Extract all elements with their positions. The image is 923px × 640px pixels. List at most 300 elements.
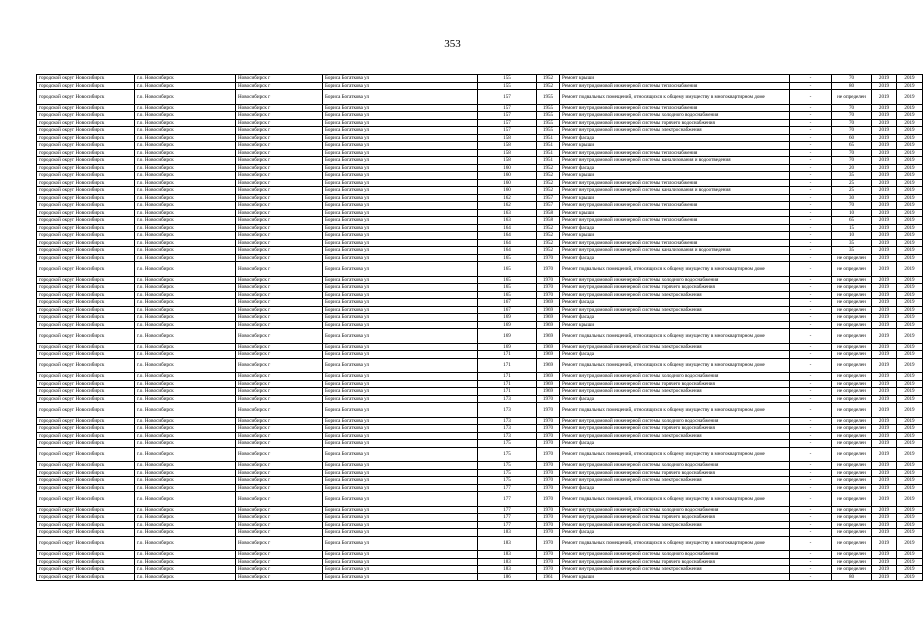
table-row: [37, 157, 923, 165]
work-type-cell: Ремонт фасада: [560, 484, 790, 492]
page-number: 353: [444, 38, 461, 50]
plan-year-start-cell: 2019: [872, 232, 897, 240]
city-cell: Новосибирск г: [236, 112, 323, 120]
municipality-cell: городской округ Новосибирск: [37, 172, 135, 180]
plan-year-end-cell: 2019: [897, 134, 923, 142]
plan-year-end-cell: 2019: [897, 262, 923, 277]
city-cell: Новосибирск г: [236, 179, 323, 187]
house-number-cell: 162: [478, 202, 537, 210]
plan-year-start-cell: 2019: [872, 90, 897, 105]
plan-year-end-cell: 2019: [897, 351, 923, 359]
plan-year-end-cell: 2019: [897, 75, 923, 83]
table-row: [37, 187, 923, 195]
work-type-cell: Ремонт подвальных помещений, относящихся к общему имуществу в многоквартирном доме: [560, 90, 790, 105]
build-year-cell: 1969: [537, 314, 560, 322]
value-cell: 35: [832, 239, 872, 247]
build-year-cell: 1970: [537, 262, 560, 277]
plan-year-start-cell: 2019: [872, 321, 897, 329]
house-number-cell: 171: [478, 373, 537, 381]
dash-cell: -: [790, 172, 832, 180]
city-cell: Новосибирск г: [236, 247, 323, 255]
value-cell: не определен: [832, 306, 872, 314]
city-cell: Новосибирск г: [236, 462, 323, 470]
work-type-cell: Ремонт внутридомовой инженерной системы холодного водоснабжения: [560, 373, 790, 381]
dash-cell: -: [790, 469, 832, 477]
plan-year-start-cell: 2019: [872, 75, 897, 83]
work-type-cell: Ремонт крыши: [560, 321, 790, 329]
build-year-cell: 1957: [537, 202, 560, 210]
street-cell: Бориса Богаткова ул: [323, 149, 478, 157]
municipality-cell: городской округ Новосибирск: [37, 417, 135, 425]
settlement-cell: г.о. Новосибирск: [135, 484, 236, 492]
build-year-cell: 1969: [537, 351, 560, 359]
city-cell: Новосибирск г: [236, 440, 323, 448]
street-cell: Бориса Богаткова ул: [323, 343, 478, 351]
dash-cell: -: [790, 314, 832, 322]
value-cell: не определен: [832, 417, 872, 425]
house-number-cell: 158: [478, 149, 537, 157]
dash-cell: -: [790, 566, 832, 574]
work-type-cell: Ремонт внутридомовой инженерной системы холодного водоснабжения: [560, 551, 790, 559]
table-row: [37, 291, 923, 299]
value-cell: 15: [832, 224, 872, 232]
city-cell: Новосибирск г: [236, 558, 323, 566]
work-type-cell: Ремонт внутридомовой инженерной системы электроснабжения: [560, 521, 790, 529]
house-number-cell: 173: [478, 403, 537, 418]
city-cell: Новосибирск г: [236, 529, 323, 537]
value-cell: 70: [832, 157, 872, 165]
municipality-cell: городской округ Новосибирск: [37, 529, 135, 537]
dash-cell: -: [790, 506, 832, 514]
plan-year-end-cell: 2019: [897, 284, 923, 292]
work-type-cell: Ремонт фасада: [560, 395, 790, 403]
dash-cell: -: [790, 239, 832, 247]
plan-year-end-cell: 2019: [897, 82, 923, 90]
settlement-cell: г.о. Новосибирск: [135, 536, 236, 551]
work-type-cell: Ремонт внутридомовой инженерной системы холодного водоснабжения: [560, 112, 790, 120]
city-cell: Новосибирск г: [236, 119, 323, 127]
plan-year-end-cell: 2019: [897, 217, 923, 225]
value-cell: 70: [832, 119, 872, 127]
build-year-cell: 1952: [537, 172, 560, 180]
table-row: [37, 529, 923, 537]
dash-cell: -: [790, 247, 832, 255]
house-number-cell: 171: [478, 358, 537, 373]
street-cell: Бориса Богаткова ул: [323, 82, 478, 90]
plan-year-start-cell: 2019: [872, 447, 897, 462]
plan-year-start-cell: 2019: [872, 82, 897, 90]
street-cell: Бориса Богаткова ул: [323, 417, 478, 425]
municipality-cell: городской округ Новосибирск: [37, 403, 135, 418]
value-cell: не определен: [832, 395, 872, 403]
street-cell: Бориса Богаткова ул: [323, 440, 478, 448]
value-cell: 25: [832, 179, 872, 187]
dash-cell: -: [790, 209, 832, 217]
table-row: [37, 506, 923, 514]
table-row: [37, 395, 923, 403]
table-row: [37, 217, 923, 225]
municipality-cell: городской округ Новосибирск: [37, 506, 135, 514]
municipality-cell: городской округ Новосибирск: [37, 142, 135, 150]
city-cell: Новосибирск г: [236, 291, 323, 299]
settlement-cell: г.о. Новосибирск: [135, 291, 236, 299]
house-number-cell: 169: [478, 329, 537, 344]
build-year-cell: 1970: [537, 425, 560, 433]
dash-cell: -: [790, 492, 832, 507]
plan-year-end-cell: 2019: [897, 506, 923, 514]
build-year-cell: 1969: [537, 329, 560, 344]
value-cell: не определен: [832, 477, 872, 485]
plan-year-end-cell: 2019: [897, 194, 923, 202]
street-cell: Бориса Богаткова ул: [323, 239, 478, 247]
work-type-cell: Ремонт внутридомовой инженерной системы холодного водоснабжения: [560, 506, 790, 514]
street-cell: Бориса Богаткова ул: [323, 506, 478, 514]
table-row: [37, 164, 923, 172]
plan-year-start-cell: 2019: [872, 254, 897, 262]
table-row: [37, 179, 923, 187]
work-type-cell: Ремонт фасада: [560, 224, 790, 232]
municipality-cell: городской округ Новосибирск: [37, 395, 135, 403]
municipality-cell: городской округ Новосибирск: [37, 536, 135, 551]
street-cell: Бориса Богаткова ул: [323, 469, 478, 477]
street-cell: Бориса Богаткова ул: [323, 536, 478, 551]
build-year-cell: 1970: [537, 440, 560, 448]
municipality-cell: городской округ Новосибирск: [37, 194, 135, 202]
settlement-cell: г.о. Новосибирск: [135, 112, 236, 120]
municipality-cell: городской округ Новосибирск: [37, 551, 135, 559]
city-cell: Новосибирск г: [236, 209, 323, 217]
dash-cell: -: [790, 514, 832, 522]
work-type-cell: Ремонт фасада: [560, 254, 790, 262]
table-row: [37, 514, 923, 522]
settlement-cell: г.о. Новосибирск: [135, 75, 236, 83]
value-cell: 30: [832, 194, 872, 202]
street-cell: Бориса Богаткова ул: [323, 477, 478, 485]
dash-cell: -: [790, 321, 832, 329]
city-cell: Новосибирск г: [236, 492, 323, 507]
plan-year-end-cell: 2019: [897, 149, 923, 157]
table-row: [37, 134, 923, 142]
city-cell: Новосибирск г: [236, 172, 323, 180]
city-cell: Новосибирск г: [236, 447, 323, 462]
settlement-cell: г.о. Новосибирск: [135, 172, 236, 180]
value-cell: не определен: [832, 425, 872, 433]
value-cell: 70: [832, 112, 872, 120]
build-year-cell: 1958: [537, 209, 560, 217]
house-number-cell: 157: [478, 119, 537, 127]
table-row: [37, 202, 923, 210]
work-type-cell: Ремонт внутридомовой инженерной системы теплоснабжения: [560, 149, 790, 157]
house-number-cell: 160: [478, 187, 537, 195]
work-type-cell: Ремонт внутридомовой инженерной системы электроснабжения: [560, 432, 790, 440]
table-row: [37, 447, 923, 462]
street-cell: Бориса Богаткова ул: [323, 558, 478, 566]
city-cell: Новосибирск г: [236, 187, 323, 195]
settlement-cell: г.о. Новосибирск: [135, 403, 236, 418]
settlement-cell: г.о. Новосибирск: [135, 321, 236, 329]
dash-cell: -: [790, 462, 832, 470]
settlement-cell: г.о. Новосибирск: [135, 217, 236, 225]
plan-year-end-cell: 2019: [897, 514, 923, 522]
plan-year-start-cell: 2019: [872, 142, 897, 150]
plan-year-end-cell: 2019: [897, 157, 923, 165]
build-year-cell: 1970: [537, 477, 560, 485]
table-row: [37, 247, 923, 255]
build-year-cell: 1952: [537, 75, 560, 83]
street-cell: Бориса Богаткова ул: [323, 573, 478, 581]
dash-cell: -: [790, 558, 832, 566]
build-year-cell: 1970: [537, 395, 560, 403]
house-number-cell: 160: [478, 179, 537, 187]
dash-cell: -: [790, 306, 832, 314]
street-cell: Бориса Богаткова ул: [323, 142, 478, 150]
work-type-cell: Ремонт внутридомовой инженерной системы канализования и водоотведения: [560, 187, 790, 195]
street-cell: Бориса Богаткова ул: [323, 388, 478, 396]
value-cell: не определен: [832, 492, 872, 507]
value-cell: не определен: [832, 373, 872, 381]
street-cell: Бориса Богаткова ул: [323, 551, 478, 559]
table-row: [37, 573, 923, 581]
house-number-cell: 155: [478, 82, 537, 90]
plan-year-end-cell: 2019: [897, 187, 923, 195]
table-row: [37, 343, 923, 351]
house-number-cell: 183: [478, 558, 537, 566]
value-cell: не определен: [832, 380, 872, 388]
city-cell: Новосибирск г: [236, 425, 323, 433]
city-cell: Новосибирск г: [236, 149, 323, 157]
plan-year-start-cell: 2019: [872, 506, 897, 514]
settlement-cell: г.о. Новосибирск: [135, 358, 236, 373]
work-type-cell: Ремонт внутридомовой инженерной системы горячего водоснабжения: [560, 119, 790, 127]
plan-year-start-cell: 2019: [872, 194, 897, 202]
house-number-cell: 169: [478, 314, 537, 322]
table-row: [37, 299, 923, 307]
build-year-cell: 1970: [537, 276, 560, 284]
house-number-cell: 163: [478, 217, 537, 225]
table-row: [37, 75, 923, 83]
street-cell: Бориса Богаткова ул: [323, 529, 478, 537]
street-cell: Бориса Богаткова ул: [323, 447, 478, 462]
build-year-cell: 1955: [537, 112, 560, 120]
dash-cell: -: [790, 388, 832, 396]
street-cell: Бориса Богаткова ул: [323, 291, 478, 299]
municipality-cell: городской округ Новосибирск: [37, 247, 135, 255]
municipality-cell: городской округ Новосибирск: [37, 477, 135, 485]
municipality-cell: городской округ Новосибирск: [37, 432, 135, 440]
table-row: [37, 321, 923, 329]
plan-year-start-cell: 2019: [872, 462, 897, 470]
value-cell: 80: [832, 82, 872, 90]
city-cell: Новосибирск г: [236, 380, 323, 388]
house-number-cell: 165: [478, 276, 537, 284]
plan-year-start-cell: 2019: [872, 395, 897, 403]
dash-cell: -: [790, 194, 832, 202]
dash-cell: -: [790, 90, 832, 105]
work-type-cell: Ремонт внутридомовой инженерной системы канализования и водоотведения: [560, 247, 790, 255]
dash-cell: -: [790, 529, 832, 537]
plan-year-end-cell: 2019: [897, 484, 923, 492]
plan-year-end-cell: 2019: [897, 276, 923, 284]
street-cell: Бориса Богаткова ул: [323, 462, 478, 470]
work-type-cell: Ремонт внутридомовой инженерной системы теплоснабжения: [560, 104, 790, 112]
table-row: [37, 194, 923, 202]
street-cell: Бориса Богаткова ул: [323, 329, 478, 344]
dash-cell: -: [790, 232, 832, 240]
build-year-cell: 1952: [537, 247, 560, 255]
value-cell: не определен: [832, 432, 872, 440]
value-cell: не определен: [832, 469, 872, 477]
city-cell: Новосибирск г: [236, 202, 323, 210]
build-year-cell: 1970: [537, 514, 560, 522]
value-cell: 65: [832, 217, 872, 225]
plan-year-end-cell: 2019: [897, 112, 923, 120]
city-cell: Новосибирск г: [236, 514, 323, 522]
municipality-cell: городской округ Новосибирск: [37, 566, 135, 574]
house-number-cell: 175: [478, 462, 537, 470]
build-year-cell: 1970: [537, 447, 560, 462]
plan-year-start-cell: 2019: [872, 521, 897, 529]
street-cell: Бориса Богаткова ул: [323, 314, 478, 322]
value-cell: не определен: [832, 506, 872, 514]
plan-year-start-cell: 2019: [872, 157, 897, 165]
city-cell: Новосибирск г: [236, 329, 323, 344]
settlement-cell: г.о. Новосибирск: [135, 506, 236, 514]
city-cell: Новосибирск г: [236, 373, 323, 381]
plan-year-end-cell: 2019: [897, 358, 923, 373]
work-type-cell: Ремонт крыши: [560, 573, 790, 581]
city-cell: Новосибирск г: [236, 104, 323, 112]
plan-year-start-cell: 2019: [872, 164, 897, 172]
municipality-cell: городской округ Новосибирск: [37, 164, 135, 172]
build-year-cell: 1952: [537, 239, 560, 247]
settlement-cell: г.о. Новосибирск: [135, 447, 236, 462]
plan-year-end-cell: 2019: [897, 551, 923, 559]
street-cell: Бориса Богаткова ул: [323, 90, 478, 105]
house-number-cell: 171: [478, 351, 537, 359]
plan-year-end-cell: 2019: [897, 247, 923, 255]
municipality-cell: городской округ Новосибирск: [37, 149, 135, 157]
table-row: [37, 484, 923, 492]
house-number-cell: 164: [478, 247, 537, 255]
work-type-cell: Ремонт внутридомовой инженерной системы теплоснабжения: [560, 179, 790, 187]
build-year-cell: 1970: [537, 551, 560, 559]
city-cell: Новосибирск г: [236, 75, 323, 83]
dash-cell: -: [790, 82, 832, 90]
work-type-cell: Ремонт внутридомовой инженерной системы электроснабжения: [560, 566, 790, 574]
plan-year-start-cell: 2019: [872, 262, 897, 277]
dash-cell: -: [790, 142, 832, 150]
plan-year-end-cell: 2019: [897, 403, 923, 418]
street-cell: Бориса Богаткова ул: [323, 284, 478, 292]
street-cell: Бориса Богаткова ул: [323, 373, 478, 381]
dash-cell: -: [790, 112, 832, 120]
house-number-cell: 186: [478, 573, 537, 581]
street-cell: Бориса Богаткова ул: [323, 209, 478, 217]
street-cell: Бориса Богаткова ул: [323, 321, 478, 329]
street-cell: Бориса Богаткова ул: [323, 566, 478, 574]
municipality-cell: городской округ Новосибирск: [37, 209, 135, 217]
city-cell: Новосибирск г: [236, 351, 323, 359]
dash-cell: -: [790, 75, 832, 83]
value-cell: не определен: [832, 551, 872, 559]
settlement-cell: г.о. Новосибирск: [135, 558, 236, 566]
work-type-cell: Ремонт фасада: [560, 314, 790, 322]
value-cell: не определен: [832, 90, 872, 105]
plan-year-start-cell: 2019: [872, 224, 897, 232]
value-cell: не определен: [832, 566, 872, 574]
house-number-cell: 183: [478, 551, 537, 559]
value-cell: 80: [832, 573, 872, 581]
city-cell: Новосибирск г: [236, 82, 323, 90]
settlement-cell: г.о. Новосибирск: [135, 134, 236, 142]
dash-cell: -: [790, 484, 832, 492]
table-row: [37, 521, 923, 529]
house-number-cell: 173: [478, 417, 537, 425]
build-year-cell: 1951: [537, 142, 560, 150]
plan-year-end-cell: 2019: [897, 343, 923, 351]
municipality-cell: городской округ Новосибирск: [37, 358, 135, 373]
street-cell: Бориса Богаткова ул: [323, 432, 478, 440]
value-cell: не определен: [832, 254, 872, 262]
plan-year-start-cell: 2019: [872, 551, 897, 559]
plan-year-end-cell: 2019: [897, 566, 923, 574]
settlement-cell: г.о. Новосибирск: [135, 119, 236, 127]
value-cell: 70: [832, 127, 872, 135]
work-type-cell: Ремонт внутридомовой инженерной системы холодного водоснабжения: [560, 462, 790, 470]
house-number-cell: 164: [478, 232, 537, 240]
plan-year-start-cell: 2019: [872, 127, 897, 135]
plan-year-end-cell: 2019: [897, 469, 923, 477]
city-cell: Новосибирск г: [236, 127, 323, 135]
city-cell: Новосибирск г: [236, 395, 323, 403]
dash-cell: -: [790, 432, 832, 440]
settlement-cell: г.о. Новосибирск: [135, 149, 236, 157]
municipality-cell: городской округ Новосибирск: [37, 380, 135, 388]
house-number-cell: 163: [478, 209, 537, 217]
table-row: [37, 462, 923, 470]
plan-year-start-cell: 2019: [872, 373, 897, 381]
street-cell: Бориса Богаткова ул: [323, 262, 478, 277]
dash-cell: -: [790, 284, 832, 292]
settlement-cell: г.о. Новосибирск: [135, 157, 236, 165]
municipality-cell: городской округ Новосибирск: [37, 291, 135, 299]
plan-year-start-cell: 2019: [872, 134, 897, 142]
plan-year-end-cell: 2019: [897, 254, 923, 262]
build-year-cell: 1970: [537, 403, 560, 418]
street-cell: Бориса Богаткова ул: [323, 134, 478, 142]
plan-year-start-cell: 2019: [872, 558, 897, 566]
city-cell: Новосибирск г: [236, 254, 323, 262]
city-cell: Новосибирск г: [236, 262, 323, 277]
value-cell: не определен: [832, 343, 872, 351]
value-cell: 35: [832, 172, 872, 180]
plan-year-end-cell: 2019: [897, 127, 923, 135]
house-number-cell: 177: [478, 506, 537, 514]
settlement-cell: г.о. Новосибирск: [135, 90, 236, 105]
city-cell: Новосибирск г: [236, 284, 323, 292]
house-number-cell: 155: [478, 75, 537, 83]
house-number-cell: 173: [478, 425, 537, 433]
settlement-cell: г.о. Новосибирск: [135, 187, 236, 195]
municipality-cell: городской округ Новосибирск: [37, 217, 135, 225]
street-cell: Бориса Богаткова ул: [323, 484, 478, 492]
work-type-cell: Ремонт внутридомовой инженерной системы электроснабжения: [560, 388, 790, 396]
street-cell: Бориса Богаткова ул: [323, 380, 478, 388]
plan-year-start-cell: 2019: [872, 104, 897, 112]
value-cell: 10: [832, 232, 872, 240]
dash-cell: -: [790, 358, 832, 373]
plan-year-start-cell: 2019: [872, 291, 897, 299]
